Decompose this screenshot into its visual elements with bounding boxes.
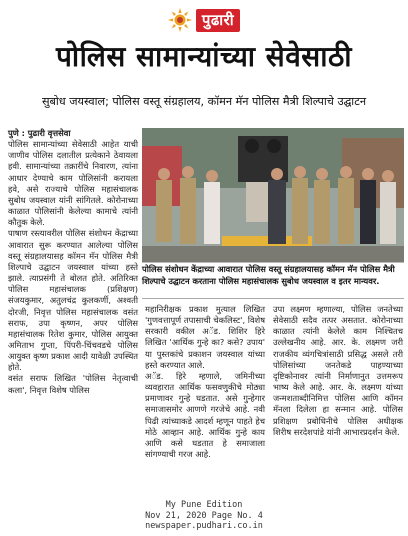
paragraph: वसंत सराफ लिखित 'पोलिस नेतृत्वाची कला', निवृत्त विशेष पोलिस [8, 373, 138, 395]
paragraph: पाषाण रस्त्यावरील पोलिस संशोधन केंद्राच्या आवारात सुरू करण्यात आलेल्या पोलिस वस्तू संग्रहालयासह कॉमन मॅन पोलिस मैत्री शिल्पाचे उद्घाटन जयस्वाल यांच्या हस्ते झाले. त्याप्रसंगी ते बोलत होते. अतिरिक्त पोलिस महासंचालक (प्रशिक्षण) संजयकुमार, अतुलचंद्र कुलकर्णी, अश्वती दोरजी, निवृत्त पोलिस महासंचालक वसंत सराफ, उपा कृष्णन, अपर पोलिस महासंचालक रितेश कुमार, पोलिस आयुक्त अमिताभ गुप्ता, पिंपरी-चिंचवडचे पोलिस आयुक्त कृष्ण प्रकाश आदी यावेळी उपस्थित होते. [8, 228, 138, 373]
dateline: पुणे : पुढारी वृत्तसेवा [8, 128, 71, 138]
article-headline: पोलिस सामान्यांच्या सेवेसाठी [55, 40, 353, 73]
masthead [0, 6, 408, 34]
edition-site: newspaper.pudhari.co.in [145, 521, 263, 531]
page-footer [0, 500, 408, 532]
article-subhead: सुबोध जयस्वाल; पोलिस वस्तू संग्रहालय, कॉमन मॅन पोलिस मैत्री शिल्पाचे उद्घाटन [41, 95, 367, 108]
paragraph: पोलिस सामान्यांच्या सेवेसाठी आहेत याची जाणीव पोलिस दलातील प्रत्येकाने ठेवायला हवी. सामान्यांच्या तक्रारींचे निवारण, त्यांना आधार देण्याचे काम पोलिसांनी करायला हवे, असे राज्याचे पोलिस महासंचालक सुबोध जयस्वाल यांनी सांगितले. कोरोनाच्या काळात पोलिसांनी केलेल्या कामाचे त्यांनी कौतुक केले. [8, 139, 138, 228]
event-photo [142, 128, 404, 262]
article-column-2 [145, 304, 265, 460]
newspaper-logo: पुढारी [196, 9, 240, 32]
article-column-3 [273, 304, 403, 438]
paragraph: महानिरीक्षक प्रकाश मुत्याल लिखित 'गुणवत्तापूर्ण तपासाची चेकलिस्ट', विशेष सरकारी वकील अॅड. शिशिर हिरे लिखित 'आर्थिक गुन्हे का? कसे? उपाय' या पुस्तकांचे प्रकाशन जयस्वाल यांच्या हस्ते करण्यात आले. [145, 304, 265, 370]
photo-illustration [142, 128, 404, 262]
photo-caption: पोलिस संशोधन केंद्राच्या आवारात पोलिस वस्तू संग्रहालयासह कॉमन मॅन पोलिस मैत्री शिल्पाचे उद्घाटन करताना पोलिस महासंचालक सुबोध जयस्वाल व इतर मान्यवर. [142, 262, 404, 287]
edition-name: My Pune Edition [165, 500, 243, 510]
sun-emblem-icon [168, 8, 192, 32]
paragraph: उपा लक्ष्मण म्हणाल्या, पोलिस जनतेच्या सेवेसाठी सदैव तत्पर असतात. कोरोनाच्या काळात त्यांनी केलेले काम निश्चितच उल्लेखनीय आहे. आर. के. लक्ष्मण जरी राजकीय व्यंगचित्रांसाठी प्रसिद्ध असले तरी पोलिसांच्या जनतेकडे पाहण्याच्या दृष्टिकोनावर त्यांनी निर्माणानुत उत्तमरूप भाष्य केले आहे. आर. के. लक्ष्मण यांच्या जन्मशताब्दीनिमित्त पोलिस आणि कॉमन मॅनला दिलेला हा सन्मान आहे. पोलिस प्रशिक्षण प्रबोधिनीचे पोलिस अधीक्षक शिरीष सरदेशपांडे यांनी आभारप्रदर्शन केले. [273, 304, 403, 437]
divider [142, 298, 404, 299]
paragraph: अॅड. हिरे म्हणाले, जमिनीच्या व्यवहारात आर्थिक फसवणुकीचे मोठ्या प्रमाणावर गुन्हे घडतात. असे गुन्हेगार समाजासमोर आणणे गरजेचे आहे. नवी पिढी त्यांच्याकडे आदर्श म्हणून पाहते हेच मोठे आव्हान आहे. आर्थिक गुन्हे काय आणि कसे घडतात हे समाजाला सांगण्याची गरज आहे. [145, 370, 265, 460]
edition-date-page: Nov 21, 2020 Page No. 4 [145, 510, 263, 521]
article-column-1 [8, 128, 138, 396]
